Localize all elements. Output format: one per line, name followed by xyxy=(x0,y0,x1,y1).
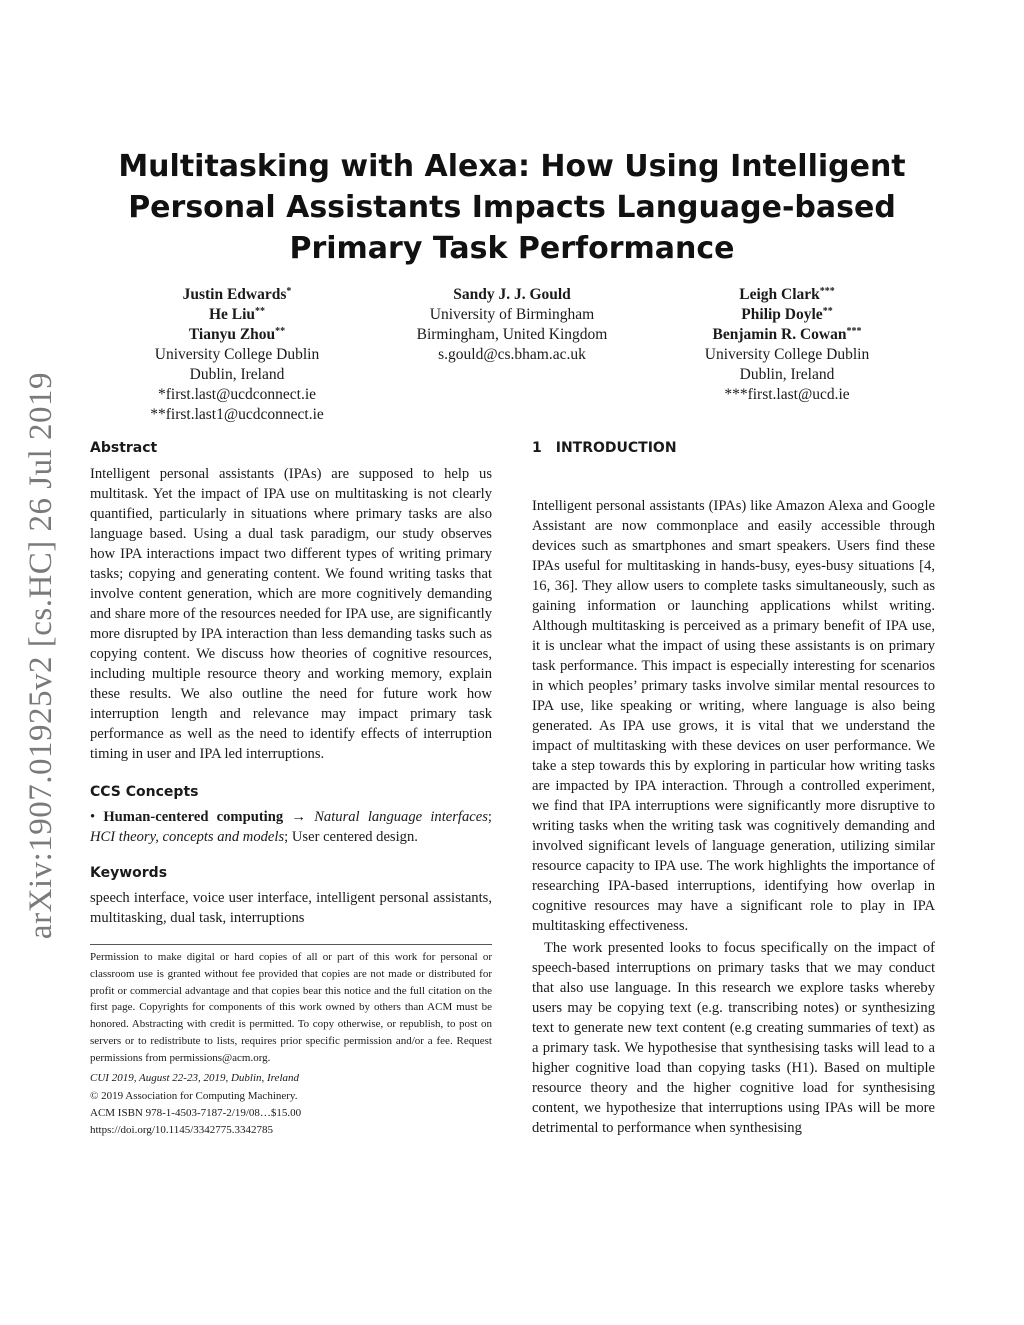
arxiv-stamp-text: arXiv:1907.01925v2 [cs.HC] 26 Jul 2019 xyxy=(23,371,60,939)
author-email: *first.last@ucdconnect.ie xyxy=(157,386,317,403)
abstract-text: Intelligent personal assistants (IPAs) are supposed to help us multitask. Yet the impact of IPA use on multitasking is not clearly quantified, particularly in situations where primary tasks are also language based. Using a dual task paradigm, our study observes how IPA interactions impact two different types of writing primary tasks; copying and generating content. We found writing tasks that involve content generation, which are more cognitively demanding and share more of the resources needed for IPA use, are significantly more disrupted by IPA interaction than less demanding tasks such as copying content. We discuss how theories of cognitive resources, including multiple resource theory and working memory, explain these results. We also outline the need for future work how interruption length and relevance may impact primary task performance as well as the need to identify effects of interruption timing in user and IPA led interruptions. xyxy=(90,466,492,762)
author-block-2 xyxy=(392,285,632,365)
author-name: Justin Edwards* xyxy=(182,286,292,303)
arxiv-stamp xyxy=(20,365,64,945)
introduction-paragraph-2: The work presented looks to focus specifically on the impact of speech-based interruptions on primary tasks that we may conduct that also use language. In this research we explore tasks whereby users may be copying text (e.g. transcribing notes) or synthesizing text to generate new text content (e.g creating summaries of text) as a primary task. We hypothesise that synthesising tasks will lead to a higher cognitive load than copying tasks (H1). Based on multiple resource theory and the higher cognitive load for synthesising content, we hypothesize that interruptions using IPAs will be more detrimental to performance when synthesising xyxy=(532,940,935,1136)
author-location: Dublin, Ireland xyxy=(189,366,285,383)
author-block-3 xyxy=(677,285,897,405)
author-email: **first.last1@ucdconnect.ie xyxy=(150,406,324,423)
ccs-heading: CCS Concepts xyxy=(90,784,199,800)
author-affiliation: University College Dublin xyxy=(154,346,320,363)
ccs-text: • Human-centered computing → Natural language interfaces; HCI theory, concepts and models; User centered design. xyxy=(90,809,492,845)
author-email: s.gould@cs.bham.ac.uk xyxy=(438,346,586,363)
author-name: Philip Doyle** xyxy=(741,306,833,323)
author-name: Leigh Clark*** xyxy=(739,286,835,303)
paper-title: Multitasking with Alexa: How Using Intelligent Personal Assistants Impacts Language-based Primary Task Performance xyxy=(118,149,906,266)
permission-text: Permission to make digital or hard copies of all or part of this work for personal or classroom use is granted without fee provided that copies are not made or distributed for profit or commercial advantage and that copies bear this notice and the full citation on the first page. Copyrights for components of this work owned by others than ACM must be honored. Abstracting with credit is permitted. To copy otherwise, or republish, to post on servers or to redistribute to lists, requires prior specific permission and/or a fee. Request permissions from permissions@acm.org. xyxy=(90,951,492,1064)
keywords-text: speech interface, voice user interface, intelligent personal assistants, multitasking, dual task, interruptions xyxy=(90,890,492,926)
author-affiliation: University College Dublin xyxy=(704,346,870,363)
copyright-line: © 2019 Association for Computing Machinery. xyxy=(90,1090,298,1103)
introduction-heading: 1 INTRODUCTION xyxy=(532,440,677,456)
author-location: Birmingham, United Kingdom xyxy=(416,326,608,343)
introduction-paragraph-1: Intelligent personal assistants (IPAs) like Amazon Alexa and Google Assistant are now commonplace and easily accessible through devices such as smartphones and smart speakers. Users find these IPAs useful for multitasking in hands-busy, eyes-busy situations [4, 16, 36]. They allow users to complete tasks simultaneously, such as gaining information or launching applications whilst writing. Although multitasking is perceived as a primary benefit of IPA use, it is unclear what the impact of using these assistants is on primary task performance. This impact is especially interesting for scenarios in which peoples’ primary tasks involve similar mental resources to IPA use, like speaking or writing, where language is also being generated. As IPA use grows, it is vital that we understand the impact of multitasking with these devices on user performance. We take a step towards this by exploring in particular how writing tasks are impacted by IPA interaction. Through a controlled experiment, we find that IPA interruptions were significantly more disruptive to writing tasks when the writing task was cognitively demanding and involved significant levels of language generation, utilizing similar resource capacity to IPA use. The work highlights the importance of researching IPA-based interruptions, identifying how overlap in cognitive resources may have a significant role to play in IPA multitasking effectiveness. xyxy=(532,498,935,934)
doi-link[interactable]: https://doi.org/10.1145/3342775.3342785 xyxy=(90,1123,274,1136)
author-name: Benjamin R. Cowan*** xyxy=(712,326,862,343)
left-column xyxy=(90,438,492,1139)
isbn-line: ACM ISBN 978-1-4503-7187-2/19/08…$15.00 xyxy=(90,1107,302,1120)
author-name: Tianyu Zhou** xyxy=(188,326,286,343)
keywords-heading: Keywords xyxy=(90,865,168,881)
author-email: ***first.last@ucd.ie xyxy=(724,386,850,403)
author-block-1 xyxy=(127,285,347,425)
author-location: Dublin, Ireland xyxy=(739,366,835,383)
author-name: He Liu** xyxy=(208,306,266,323)
venue-line: CUI 2019, August 22-23, 2019, Dublin, Ireland xyxy=(90,1071,299,1084)
author-name: Sandy J. J. Gould xyxy=(453,286,571,303)
footnote-rule xyxy=(90,944,492,945)
author-affiliation: University of Birmingham xyxy=(429,306,595,323)
right-column xyxy=(532,438,935,1138)
abstract-heading: Abstract xyxy=(90,440,158,456)
